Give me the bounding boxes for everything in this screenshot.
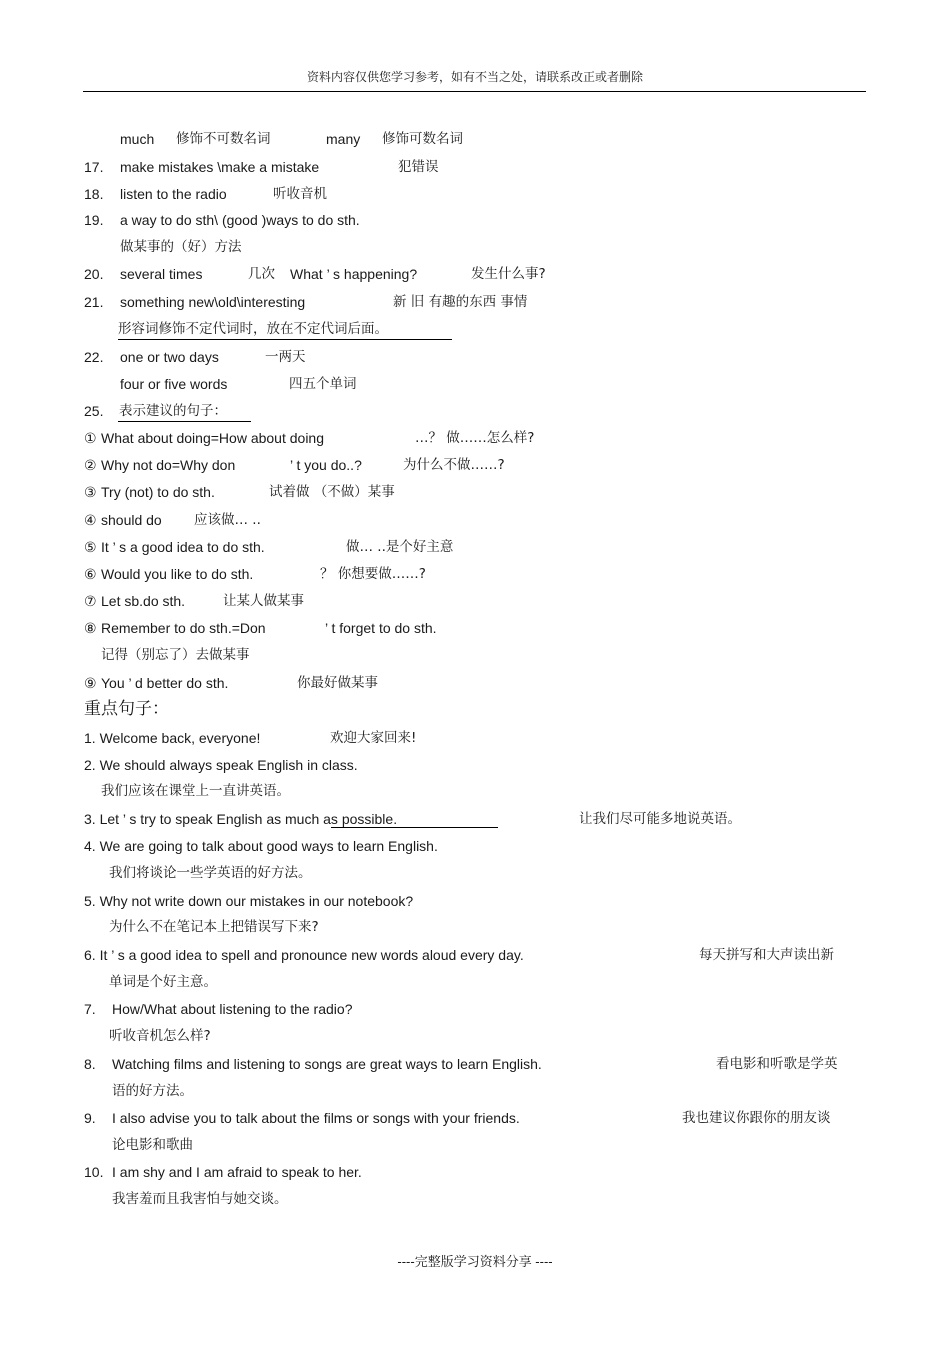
- vocab-en: one or two days: [120, 349, 219, 365]
- suggestion-en: Let sb.do sth.: [101, 593, 186, 609]
- vocab-en: listen to the radio: [120, 186, 227, 202]
- sentence-number: 9.: [84, 1110, 96, 1126]
- vocab-en-2: many: [326, 131, 361, 147]
- suggestion-marker: ④: [84, 512, 97, 528]
- vocab-number: 22.: [84, 349, 104, 365]
- suggestion-en: Why not do=Why don: [101, 457, 236, 473]
- vocab-number: 20.: [84, 266, 104, 282]
- suggestion-en: Remember to do sth.=Don: [101, 620, 266, 636]
- page-footer: ----完整版学习资料分享 ----: [397, 1254, 553, 1269]
- suggestion-en: should do: [101, 512, 162, 528]
- suggestion-en: Try (not) to do sth.: [101, 484, 215, 500]
- suggestion-marker: ⑦: [84, 593, 97, 609]
- suggestion-en: Would you like to do sth.: [101, 566, 254, 582]
- vocab-number: 18.: [84, 186, 104, 202]
- underline: [331, 827, 498, 828]
- key-sentences-title: 重点句子：: [84, 699, 169, 719]
- vocab-cn: 一两天: [265, 349, 306, 365]
- sentence-cn-line: 单词是个好主意。: [109, 974, 217, 990]
- vocab-en: make mistakes \make a mistake: [120, 159, 320, 175]
- underline: [118, 339, 452, 340]
- vocab-cn: 听收音机: [273, 186, 327, 202]
- suggestion-cn: 应该做… ..: [194, 512, 261, 528]
- suggestion-en: You ’ d better do sth.: [101, 675, 229, 691]
- vocab-cn-2: 四五个单词: [289, 376, 357, 392]
- sentence-en: 4. We are going to talk about good ways to learn English.: [84, 838, 438, 854]
- suggestion-en: It ’ s a good idea to do sth.: [101, 539, 265, 555]
- sentence-cn-line: 我们应该在课堂上一直讲英语。: [101, 783, 290, 799]
- sentence-cn-line: 论电影和歌曲: [112, 1137, 193, 1153]
- suggestion-marker: ⑥: [84, 566, 97, 582]
- vocab-cn-line: 做某事的（好）方法: [120, 239, 242, 255]
- sentence-cn-line: 我们将谈论一些学英语的好方法。: [109, 865, 312, 881]
- vocab-number: 25.: [84, 403, 104, 419]
- header-rule: [83, 91, 866, 92]
- vocab-cn-2: 发生什么事?: [471, 266, 546, 282]
- suggestion-marker: ⑧: [84, 620, 97, 636]
- suggestion-en-2: ’ t you do..?: [290, 457, 362, 473]
- suggestion-marker: ②: [84, 457, 97, 473]
- sentence-cn-line: 听收音机怎么样?: [109, 1028, 211, 1044]
- suggestion-cn: ？ 你想要做……?: [320, 566, 426, 582]
- suggestion-cn: …？ 做……怎么样?: [415, 430, 535, 446]
- sentence-en: 3. Let ’ s try to speak English as much as possible.: [84, 811, 398, 827]
- sentence-en: How/What about listening to the radio?: [112, 1001, 353, 1017]
- sentence-cn: 每天拼写和大声读出新: [699, 947, 834, 963]
- vocab-number: 17.: [84, 159, 104, 175]
- vocab-cn: 几次: [248, 266, 275, 282]
- sentence-en: I am shy and I am afraid to speak to her.: [112, 1164, 362, 1180]
- suggestion-cn: 让某人做某事: [223, 593, 304, 609]
- sentence-en: 2. We should always speak English in class.: [84, 757, 358, 773]
- sentence-cn: 看电影和听歌是学英: [716, 1056, 838, 1072]
- vocab-cn: 修饰不可数名词: [176, 131, 271, 147]
- vocab-number: 19.: [84, 212, 104, 228]
- suggestion-en-2: ’ t forget to do sth.: [325, 620, 437, 636]
- sentence-number: 7.: [84, 1001, 96, 1017]
- suggestion-cn: 你最好做某事: [297, 675, 378, 691]
- sentence-en: 6. It ’ s a good idea to spell and pronounce new words aloud every day.: [84, 947, 524, 963]
- sentence-number: 10.: [84, 1164, 104, 1180]
- vocab-cn: 犯错误: [398, 159, 439, 175]
- vocab-en-2: What ’ s happening?: [290, 266, 418, 282]
- vocab-en: much: [120, 131, 155, 147]
- underline: [118, 421, 251, 422]
- sentence-en: Watching films and listening to songs are great ways to learn English.: [112, 1056, 542, 1072]
- sentence-cn-line: 我害羞而且我害怕与她交谈。: [112, 1191, 288, 1207]
- sentence-en: 5. Why not write down our mistakes in our notebook?: [84, 893, 414, 909]
- vocab-en-2: four or five words: [120, 376, 228, 392]
- suggestion-cn: 试着做 （不做）某事: [269, 484, 395, 500]
- vocab-cn: 新 旧 有趣的东西 事情: [393, 294, 528, 310]
- vocab-en: several times: [120, 266, 203, 282]
- suggestion-marker: ①: [84, 430, 97, 446]
- sentence-cn-line: 为什么不在笔记本上把错误写下来?: [109, 919, 319, 935]
- suggestion-marker: ⑤: [84, 539, 97, 555]
- sentence-cn: 让我们尽可能多地说英语。: [579, 811, 741, 827]
- vocab-en: a way to do sth\ (good )ways to do sth.: [120, 212, 360, 228]
- suggestion-marker: ③: [84, 484, 97, 500]
- sentence-cn-line: 语的好方法。: [112, 1083, 193, 1099]
- sentence-en: I also advise you to talk about the films or songs with your friends.: [112, 1110, 520, 1126]
- sentence-cn: 我也建议你跟你的朋友谈: [682, 1110, 831, 1126]
- suggestion-heading: 表示建议的句子：: [119, 403, 227, 419]
- suggestion-cn: 做… ..是个好主意: [346, 539, 454, 555]
- suggestion-marker: ⑨: [84, 675, 97, 691]
- vocab-cn-line: 形容词修饰不定代词时，放在不定代词后面。: [118, 321, 388, 337]
- sentence-en: 1. Welcome back, everyone!: [84, 730, 261, 746]
- sentence-number: 8.: [84, 1056, 96, 1072]
- suggestion-en: What about doing=How about doing: [101, 430, 324, 446]
- suggestion-cn-line: 记得（别忘了）去做某事: [101, 647, 250, 663]
- page-header: 资料内容仅供您学习参考，如有不当之处，请联系改正或者删除: [306, 70, 643, 84]
- vocab-cn-2: 修饰可数名词: [382, 131, 463, 147]
- vocab-number: 21.: [84, 294, 104, 310]
- suggestion-cn: 为什么不做……?: [403, 457, 505, 473]
- sentence-cn: 欢迎大家回来!: [330, 730, 417, 746]
- vocab-en: something new\old\interesting: [120, 294, 306, 310]
